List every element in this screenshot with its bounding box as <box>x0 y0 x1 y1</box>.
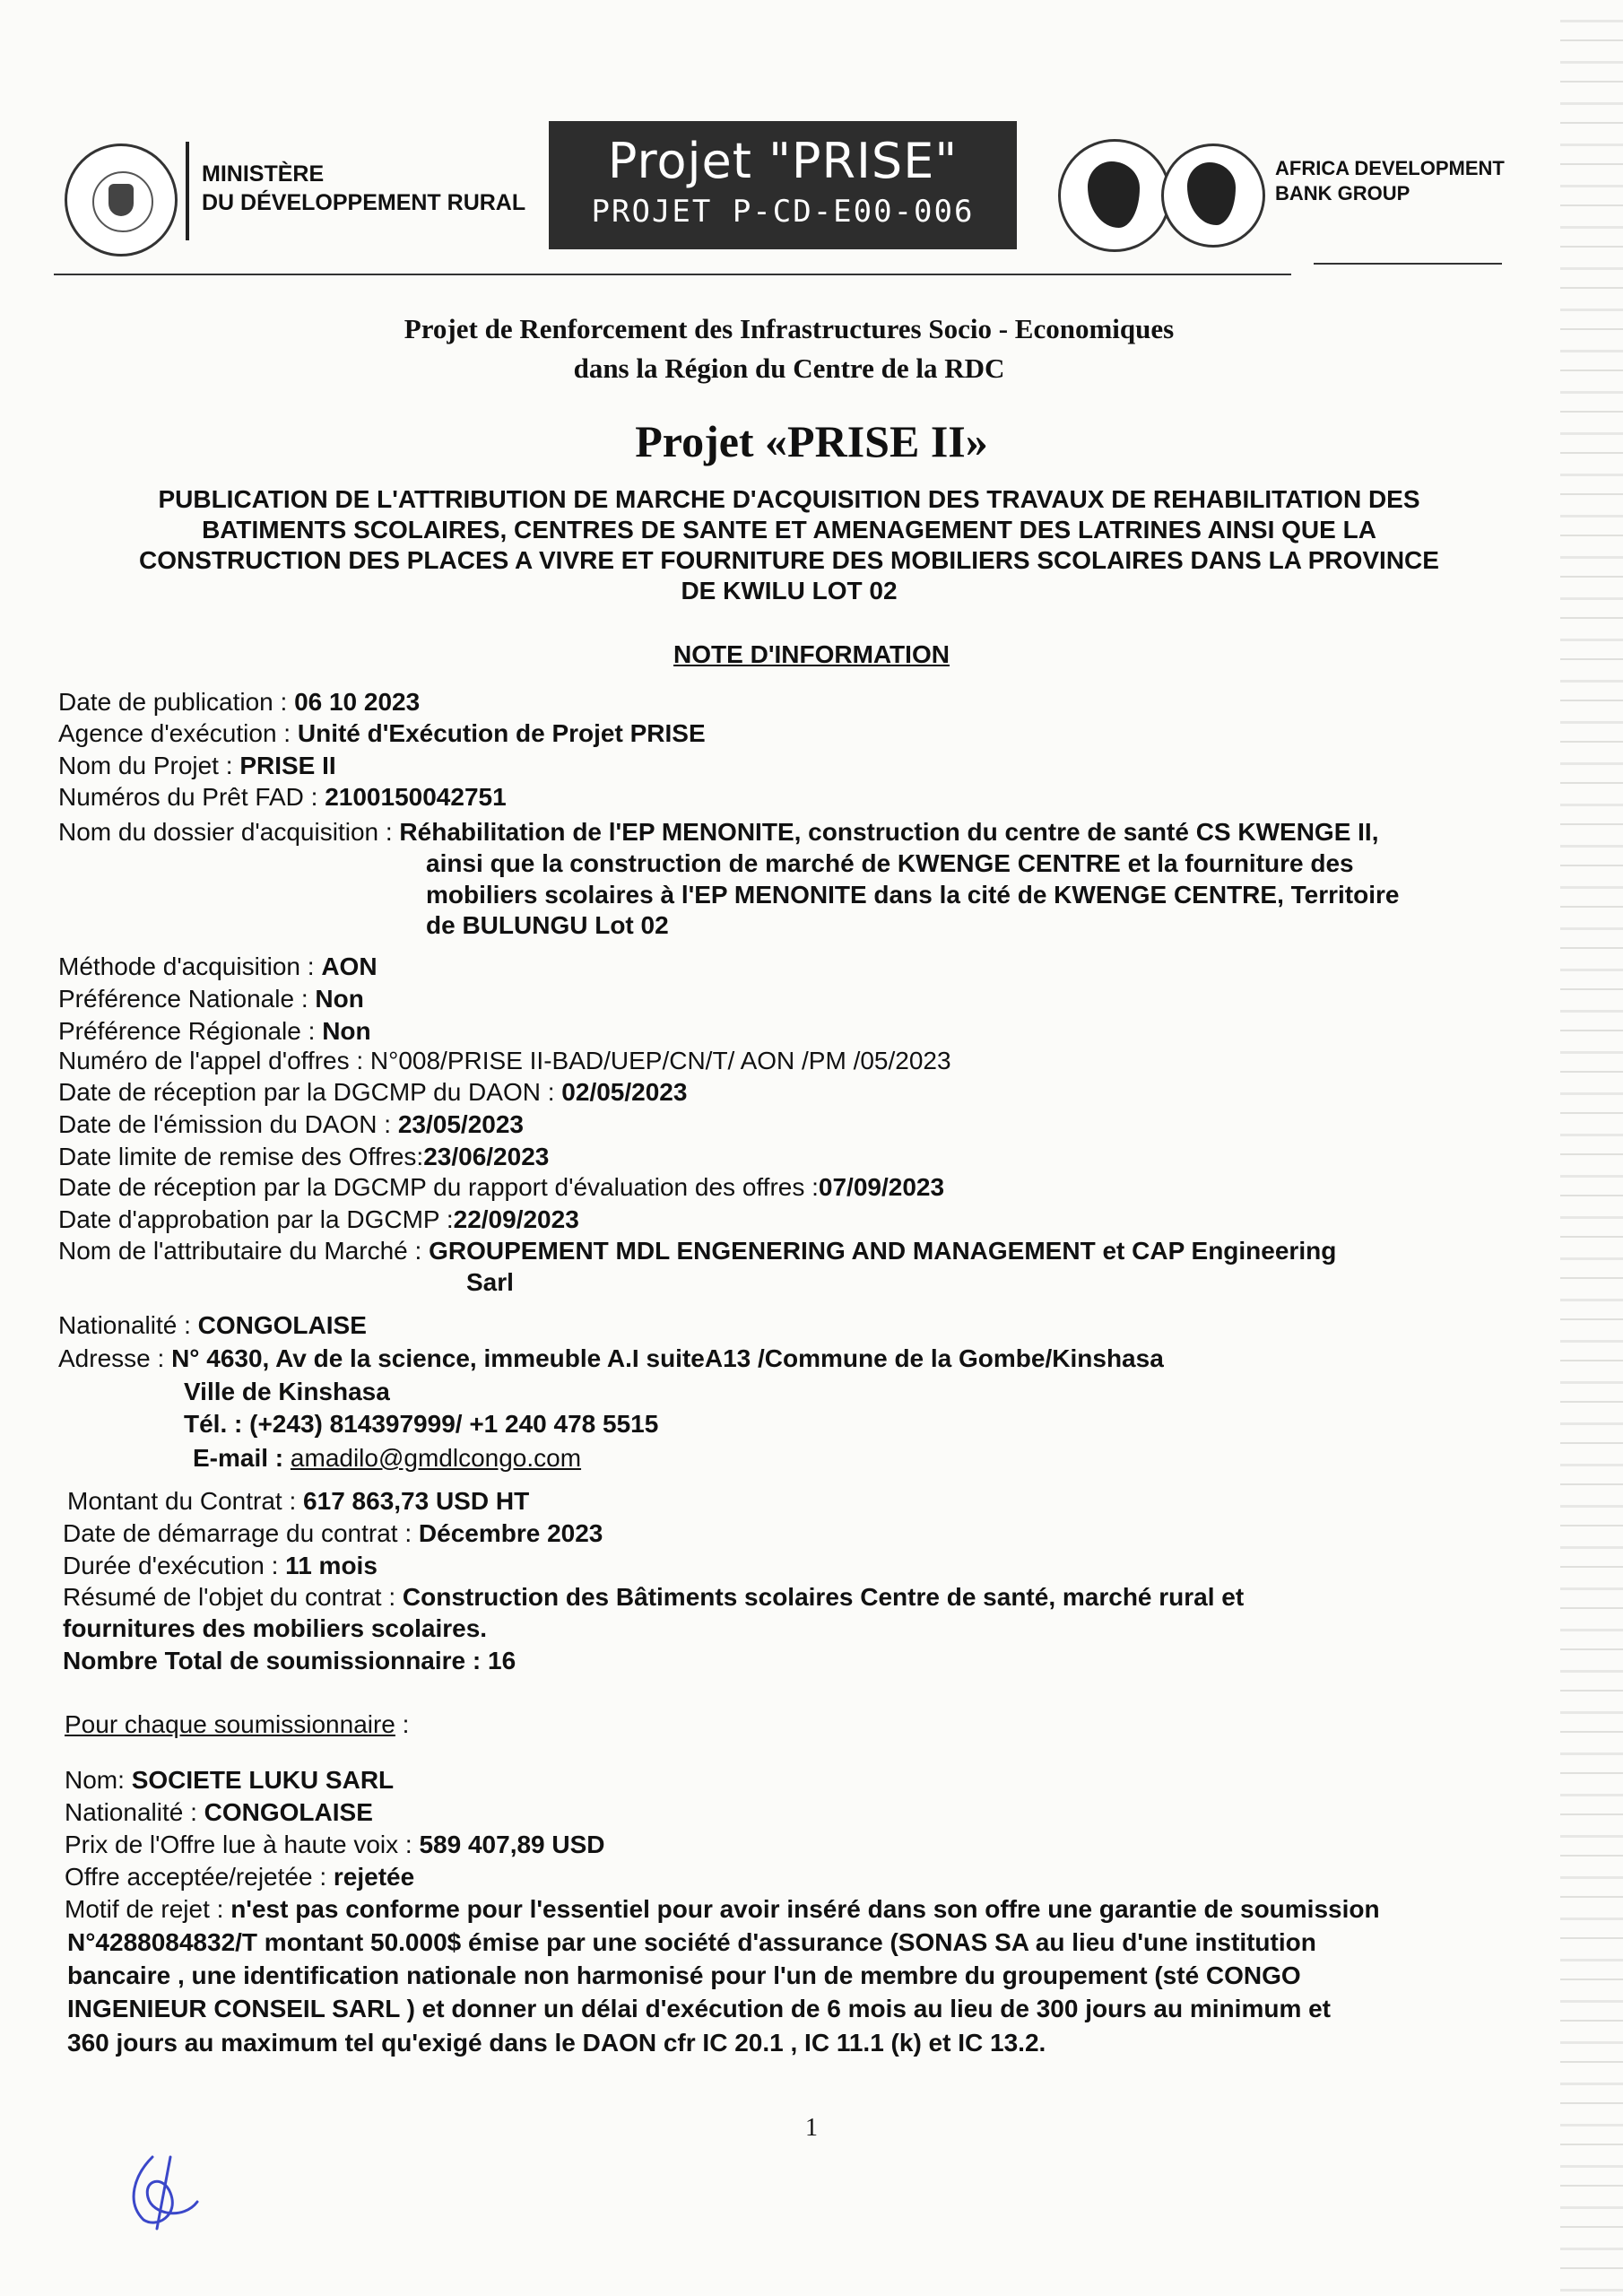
resume-line2: fournitures des mobiliers scolaires. <box>63 1614 488 1642</box>
field-value: AON <box>321 952 378 980</box>
scan-edge <box>1560 0 1623 2296</box>
adresse-row <box>58 1343 1164 1375</box>
methode-row <box>58 951 378 983</box>
field-label: Date d'approbation par la DGCMP : <box>58 1205 454 1233</box>
field-label: Nom du dossier d'acquisition : <box>58 818 400 846</box>
dossier-line3: mobiliers scolaires à l'EP MENONITE dans la cité de KWENGE CENTRE, Territoire <box>426 881 1400 909</box>
field-label: Nom: <box>65 1766 132 1794</box>
nationalite-row <box>58 1309 367 1342</box>
field-label: Agence d'exécution : <box>58 719 298 747</box>
publication-line1: PUBLICATION DE L'ATTRIBUTION DE MARCHE D'ACQUISITION DES TRAVAUX DE REHABILITATION DES <box>158 485 1420 513</box>
pref-reg-row <box>58 1015 371 1048</box>
attributaire-line2: Sarl <box>466 1268 514 1296</box>
bidder-motif-row <box>65 1893 1380 1926</box>
prise-banner-title: Projet "PRISE" <box>607 133 959 189</box>
field-label: Date de l'émission du DAON : <box>58 1110 398 1138</box>
field-label: Date de réception par la DGCMP du DAON : <box>58 1078 562 1106</box>
field-value: Construction des Bâtiments scolaires Centre de santé, marché rural et <box>402 1583 1245 1611</box>
field-label: Durée d'exécution : <box>63 1552 286 1579</box>
field-value: CONGOLAISE <box>197 1311 367 1339</box>
field-label: Méthode d'acquisition : <box>58 952 322 980</box>
field-value: Non <box>322 1017 371 1045</box>
adresse-line2: Ville de Kinshasa <box>184 1378 390 1405</box>
field-value: 02/05/2023 <box>561 1078 688 1106</box>
header-rule-right <box>1314 263 1502 265</box>
pref-nat-row <box>58 983 364 1015</box>
ministry-line2: DU DÉVELOPPEMENT RURAL <box>202 190 526 215</box>
motif-line4: INGENIEUR CONSEIL SARL ) et donner un délai d'exécution de 6 mois au lieu de 300 jours au minimum et <box>67 1995 1332 2022</box>
ministry-name <box>202 160 525 217</box>
field-label: Préférence Régionale : <box>58 1017 323 1045</box>
header-divider <box>186 142 189 240</box>
motif-line2: N°4288084832/T montant 50.000$ émise par une société d'assurance (SONAS SA au lieu d'une institution <box>67 1928 1316 1956</box>
prise-project-banner <box>549 121 1017 249</box>
publication-line4: DE KWILU LOT 02 <box>681 577 898 604</box>
field-label: Numéros du Prêt FAD : <box>58 783 325 811</box>
field-label: Adresse : <box>58 1344 172 1372</box>
field-value: 589 407,89 USD <box>419 1831 605 1858</box>
drc-coat-of-arms-icon <box>65 144 178 257</box>
bidder-prix-row <box>65 1829 605 1861</box>
field-value: 11 mois <box>285 1552 378 1579</box>
field-value: 617 863,73 USD HT <box>303 1487 530 1515</box>
bidders-heading <box>65 1709 409 1741</box>
field-value: 23/06/2023 <box>423 1143 550 1170</box>
field-value: 22/09/2023 <box>453 1205 579 1233</box>
project-subtitle <box>296 309 1282 388</box>
field-label: Date de démarrage du contrat : <box>63 1519 419 1547</box>
total-soumissionnaires: Nombre Total de soumissionnaire : 16 <box>63 1647 516 1674</box>
bidder-nationalite-row <box>65 1796 373 1829</box>
telephone: Tél. : (+243) 814397999/ +1 240 478 5515 <box>184 1410 659 1438</box>
agence-row <box>58 718 706 750</box>
motif-line5: 360 jours au maximum tel qu'exigé dans le DAON cfr IC 20.1 , IC 11.1 (k) et IC 13.2. <box>67 2029 1046 2057</box>
field-value: SOCIETE LUKU SARL <box>131 1766 395 1794</box>
bidder-statut-row <box>65 1861 414 1893</box>
demarrage-row <box>63 1518 603 1550</box>
field-value: GROUPEMENT MDL ENGENERING AND MANAGEMENT et CAP Engineering <box>429 1237 1337 1265</box>
date-publication-row <box>58 686 420 718</box>
africa-map-icon <box>1058 139 1171 252</box>
publication-line3: CONSTRUCTION DES PLACES A VIVRE ET FOURNITURE DES MOBILIERS SCOLAIRES DANS LA PROVINCE <box>139 546 1439 574</box>
bidder-nom-row <box>65 1764 394 1796</box>
field-label: Offre acceptée/rejetée : <box>65 1863 334 1891</box>
field-label: Nationalité : <box>65 1798 204 1826</box>
bidders-heading-suffix: : <box>395 1710 410 1738</box>
field-label: Résumé de l'objet du contrat : <box>63 1583 403 1611</box>
field-label: Nom de l'attributaire du Marché : <box>58 1237 430 1265</box>
field-value: 2100150042751 <box>325 783 507 811</box>
emission-row <box>58 1109 524 1141</box>
prise-banner-code: PROJET P-CD-E00-006 <box>591 194 975 230</box>
field-label: Préférence Nationale : <box>58 985 316 1013</box>
note-title: NOTE D'INFORMATION <box>673 640 950 668</box>
rapport-row <box>58 1171 944 1204</box>
project-heading: Projet «PRISE II» <box>635 416 988 466</box>
resume-row <box>63 1581 1244 1613</box>
field-value: 23/05/2023 <box>397 1110 524 1138</box>
field-value: N°008/PRISE II-BAD/UEP/CN/T/ AON /PM /05/2023 <box>369 1047 951 1074</box>
afdb-line2: BANK GROUP <box>1275 182 1410 204</box>
ministry-line1: MINISTÈRE <box>202 161 325 187</box>
field-label: Motif de rejet : <box>65 1895 231 1923</box>
field-value: n'est pas conforme pour l'essentiel pour avoir inséré dans son offre une garantie de soumission <box>230 1895 1380 1923</box>
africa-map-icon <box>1161 144 1265 248</box>
field-value: rejetée <box>333 1863 415 1891</box>
subtitle-line2: dans la Région du Centre de la RDC <box>573 352 1005 384</box>
field-label: Prix de l'Offre lue à haute voix : <box>65 1831 420 1858</box>
approbation-row <box>58 1204 579 1236</box>
dossier-row <box>58 816 1379 848</box>
dossier-line4: de BULUNGU Lot 02 <box>426 911 669 939</box>
subtitle-line1: Projet de Renforcement des Infrastructures Socio - Economiques <box>404 313 1175 344</box>
montant-row <box>67 1485 529 1518</box>
field-value: CONGOLAISE <box>204 1798 373 1826</box>
field-value: PRISE II <box>239 752 336 779</box>
limite-row <box>58 1141 549 1173</box>
email-link[interactable]: amadilo@gmdlcongo.com <box>290 1444 582 1472</box>
motif-line3: bancaire , une identification nationale non harmonisé pour l'un de membre du groupement (sté CONGO <box>67 1961 1301 1989</box>
pret-row <box>58 781 507 813</box>
field-value: Décembre 2023 <box>418 1519 603 1547</box>
header-rule <box>54 274 1291 275</box>
attributaire-row <box>58 1235 1336 1267</box>
field-label: Date de réception par la DGCMP du rapport d'évaluation des offres : <box>58 1173 819 1201</box>
reception-daon-row <box>58 1076 687 1109</box>
field-value: 06 10 2023 <box>294 688 421 716</box>
afdb-name <box>1275 156 1505 206</box>
afdb-line1: AFRICA DEVELOPMENT <box>1275 157 1505 179</box>
page-number: 1 <box>805 2114 818 2142</box>
field-label: Date de publication : <box>58 688 295 716</box>
bidders-heading-text: Pour chaque soumissionnaire <box>65 1710 395 1738</box>
field-label: Nom du Projet : <box>58 752 240 779</box>
field-label: Nationalité : <box>58 1311 198 1339</box>
field-label: Numéro de l'appel d'offres : <box>58 1047 370 1074</box>
nom-projet-row <box>58 750 336 782</box>
field-value: Non <box>315 985 364 1013</box>
field-value: N° 4630, Av de la science, immeuble A.I suiteA13 /Commune de la Gombe/Kinshasa <box>171 1344 1164 1372</box>
field-value: 07/09/2023 <box>818 1173 945 1201</box>
handwritten-signature <box>117 2139 215 2238</box>
field-value: Réhabilitation de l'EP MENONITE, construction du centre de santé CS KWENGE II, <box>399 818 1379 846</box>
field-label: Date limite de remise des Offres: <box>58 1143 424 1170</box>
duree-row <box>63 1550 378 1582</box>
field-value: Unité d'Exécution de Projet PRISE <box>297 719 706 747</box>
field-label: E-mail : <box>193 1444 291 1472</box>
field-label: Montant du Contrat : <box>67 1487 304 1515</box>
email-row <box>193 1442 581 1474</box>
publication-title <box>63 484 1515 606</box>
appel-row <box>58 1045 951 1077</box>
dossier-line2: ainsi que la construction de marché de KWENGE CENTRE et la fourniture des <box>426 849 1354 877</box>
publication-line2: BATIMENTS SCOLAIRES, CENTRES DE SANTE ET AMENAGEMENT DES LATRINES AINSI QUE LA <box>202 516 1376 544</box>
